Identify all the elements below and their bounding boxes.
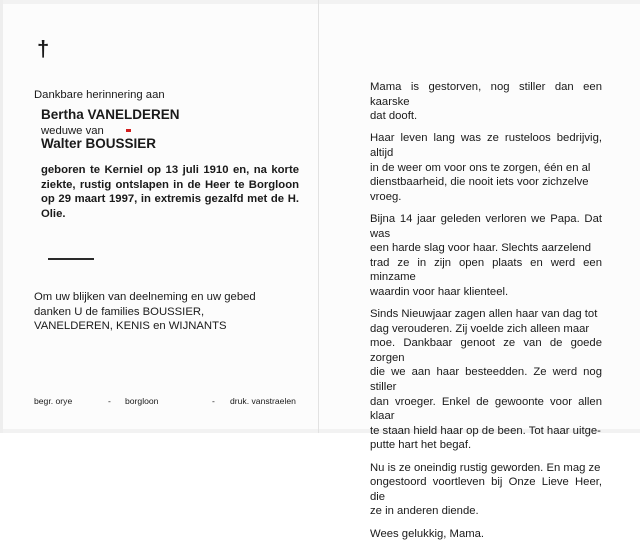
text-line: Sinds Nieuwjaar zagen allen haar van dag tot xyxy=(370,308,598,321)
text-line: dat dooft. xyxy=(370,110,418,123)
thanks-line: danken U de families BOUSSIER, xyxy=(34,305,205,318)
credit-separator: - xyxy=(108,396,111,406)
text-line: een harde slag voor haar. Slechts aarzelend xyxy=(370,242,592,255)
text-line: putte hart het begaf. xyxy=(370,439,472,452)
credit-printer: druk. vanstraelen xyxy=(230,396,296,406)
stanza xyxy=(370,527,602,542)
red-mark xyxy=(126,129,131,132)
stanza xyxy=(370,131,602,204)
text-line: vroeg. xyxy=(370,190,402,203)
thanks-line: Om uw blijken van deelneming en uw gebed xyxy=(34,291,256,303)
text-line: Nu is ze oneindig rustig geworden. En mag ze xyxy=(370,461,601,474)
stanza xyxy=(370,307,602,453)
credit-separator: - xyxy=(212,396,215,406)
text-line: dan vroeger. Enkel de gewoonte voor allen klaar xyxy=(370,395,602,423)
biography-text: geboren te Kerniel op 13 juli 1910 en, na korte ziekte, rustig ontslapen in de Heer te Borgloon op 29 maart 1997, in extremis gezalfd met de H. Olie. xyxy=(41,164,299,220)
widow-of-label: weduwe van xyxy=(41,125,104,137)
cross-icon: † xyxy=(37,36,50,61)
credit-place: borgloon xyxy=(125,396,159,406)
stanza xyxy=(370,461,602,519)
text-line: Haar leven lang was ze rusteloos bedrijvig, altijd xyxy=(370,132,602,159)
stanza xyxy=(370,80,602,124)
stanza xyxy=(370,212,602,300)
text-line: waardin voor haar klienteel. xyxy=(370,285,509,298)
thanks-line: VANELDEREN, KENIS en WIJNANTS xyxy=(34,320,227,333)
text-line: Bijna 14 jaar geleden verloren we Papa. Dat was xyxy=(370,212,602,240)
memorial-text xyxy=(370,80,602,549)
divider-rule xyxy=(48,258,94,260)
text-line: Mama is gestorven, nog stiller dan een kaarske xyxy=(370,81,602,108)
card-fold-line xyxy=(318,0,319,433)
text-line: trad ze in zijn open plaats en werd een minzame xyxy=(370,256,602,284)
intro-line: Dankbare herinnering aan xyxy=(34,89,165,101)
text-line: Wees gelukkig, Mama. xyxy=(370,527,485,540)
card-left-edge xyxy=(0,0,3,433)
text-line: dienstbaarheid, die nooit iets voor zichzelve xyxy=(370,176,589,189)
text-line: in de weer om voor ons te zorgen, één en al xyxy=(370,161,591,174)
text-line: ongestoord voortleven bij Onze Lieve Heer, die xyxy=(370,476,602,503)
text-line: moe. Dankbaar genoot ze van de goede zorgen xyxy=(370,337,602,364)
deceased-name: Bertha VANELDEREN xyxy=(41,107,180,122)
thanks-block xyxy=(34,290,304,334)
text-line: die we aan haar besteedden. Ze werd nog stiller xyxy=(370,366,602,394)
card-top-edge xyxy=(0,0,640,4)
text-line: te staan hield haar op de been. Tot haar uitge- xyxy=(370,424,601,437)
credit-undertaker: begr. orye xyxy=(34,396,73,406)
text-line: dag verouderen. Zij voelde zich alleen maar xyxy=(370,322,590,335)
text-line: ze in anderen diende. xyxy=(370,505,479,518)
husband-name: Walter BOUSSIER xyxy=(41,136,157,151)
